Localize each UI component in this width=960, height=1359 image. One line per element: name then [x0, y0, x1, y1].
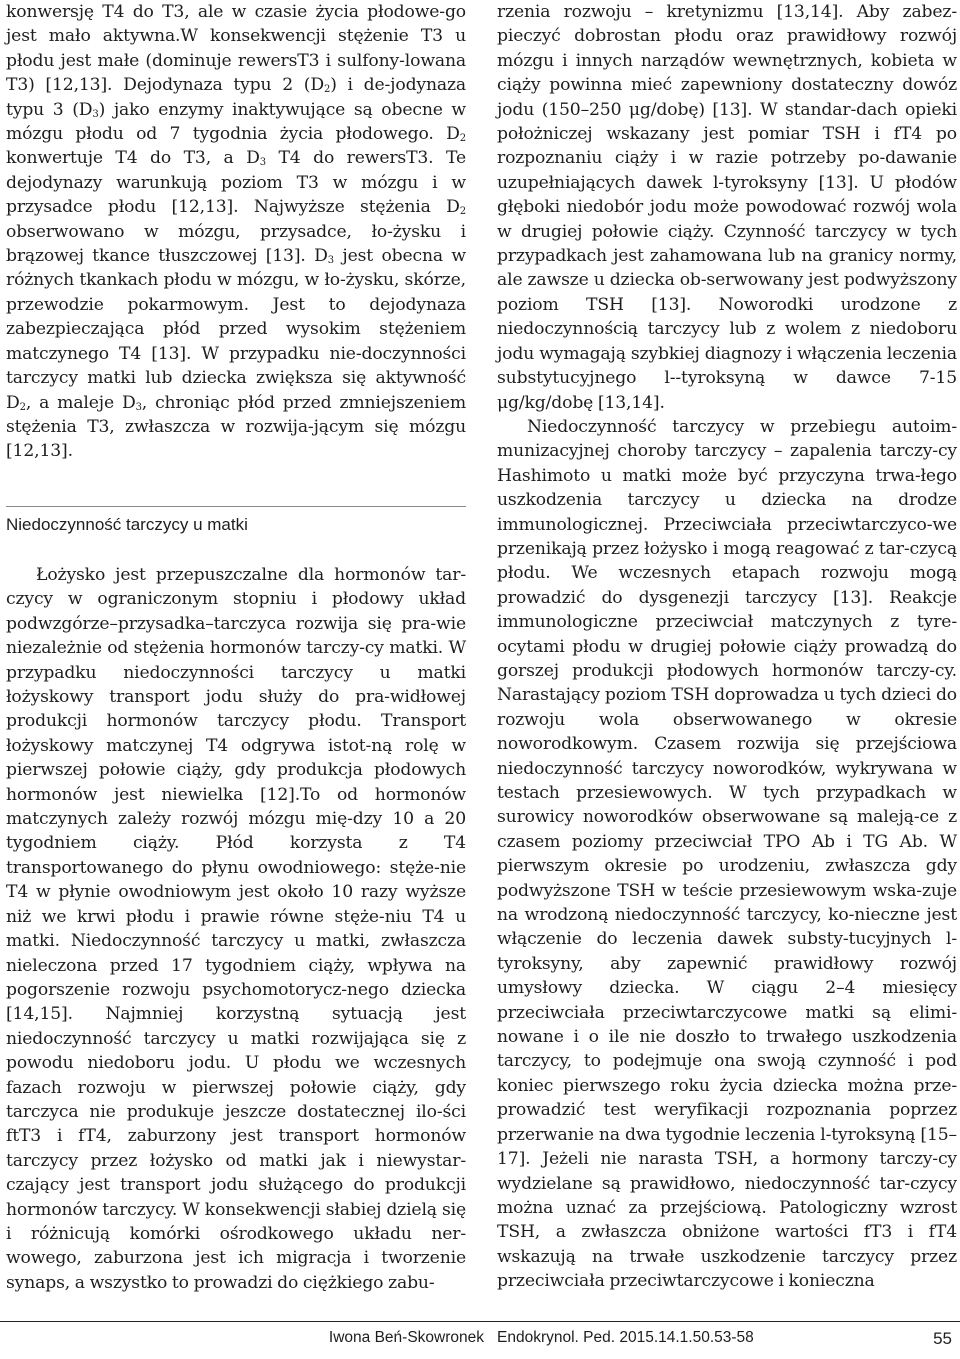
text-run: konwersję T4 do T3, ale w czasie życia płodowe-go jest mało aktywna.W konsekwencji stężenie T3 u płodu jest małe (dominuje rewersT3 i sulfony-lowana T3) [12,13]. Dejodynaza typu 2 (D [6, 2, 466, 96]
text-run: obserwowano w mózgu, przysadce, ło-żysku i brązowej tkance tłuszczowej [13]. D [6, 221, 466, 267]
subscript: 3 [259, 157, 266, 169]
section-divider [6, 506, 466, 507]
section-heading: Niedoczynność tarczycy u matki [6, 515, 248, 534]
page-number: 55 [933, 1329, 952, 1348]
text-run: , chroniąc płód przed zmniejszeniem stężenia T3, zwłaszcza w rozwija-jącym się mózgu [12,13]. [6, 392, 466, 462]
text-run: T4 do rewersT3. Te dejodynazy warunkują poziom T3 w mózgu i w przysadce płodu [12,13]. Najwyższe stężenia D [6, 148, 467, 218]
subscript: 2 [459, 133, 466, 145]
subscript: 2 [323, 84, 331, 96]
paragraph-maternal-hypothyroidism: Łożysko jest przepuszczalne dla hormonów tar-czycy w ograniczonym stopniu i płodowy układ podwzgórze–przysadka–tarczyca rozwija się pra-wie niezależnie od stężenia hormonów tarczy-cy matki. W przypadku niedoczynności tarczycy u matki łożyskowy transport jodu służy do pra-widłowej produkcji hormonów tarczycy płodu. Transport łożyskowy matczynej T4 odgrywa istot-ną rolę w pierwszej połowie ciąży, gdy produkcja płodowych hormonów jest niewielka [12].To od hormonów matczynych zależy rozwój mózgu mię-dzy 10 a 20 tygodniem ciąży. Płód korzysta z T4 transportowanego do płynu owodniowego: stęże-nie T4 w płynie owodniowym jest około 10 razy wyższe niż we krwi płodu i prawie równe stęże-niu T4 u matki. Niedoczynność tarczycy u matki, zwłaszcza nieleczona przed 17 tygodniem ciąży, wpływa na pogorszenie rozwoju psychomotorycz-nego dziecka [14,15]. Najmniej korzystną sytuacją jest niedoczynność tarczycy u matki rozwijająca się z powodu niedoboru jodu. U płodu we wczesnych fazach rozwoju w pierwszej połowie ciąży, gdy tarczyca nie produkuje jeszcze dostatecznej ilo-ści ftT3 i fT4, zaburzony jest transport hormonów tarczycy przez łożysko od matki jak i niewystar-czający jest transport jodu służącego do produkcji hormonów tarczycy. W konsekwencji słabiej dzielą się i różnicują komórki ośrodkowego układu ner-wowego, zaburzona jest ich migracja i tworzenie synaps, a wszystko to prowadzi do ciężkiego zabu- [6, 565, 466, 1293]
subscript: 3 [327, 255, 334, 267]
text-run: ) jako enzymy inaktywujące są obecne w mózgu płodu od 7 tygodnia życia płodowego. D [6, 99, 466, 145]
subscript: 2 [459, 206, 466, 218]
text-run: , a maleje D [25, 392, 136, 413]
text-run: ) i de-jodynaza typu 3 (D [6, 75, 466, 120]
footer-divider [0, 1321, 960, 1322]
paragraph-hashimoto: Niedoczynność tarczycy w przebiegu autoim-munizacyjnej choroby tarczycy – zapalenia tarczy-cy Hashimoto u matki może być przyczyna trwa-łego uszkodzenia tarczycy u dziecka na drodze immunologicznej. Przeciwciała przeciwtarczyco-we przenikają przez łożysko i mogą reagować z tar-czycą płodu. We wczesnych etapach rozwoju mogą prowadzić do dysgenezji tarczycy [13]. Reakcje immunologiczne przeciwciał matczynych z tyre-ocytami płodu w drugiej połowie ciąży prowadzą do gorszej produkcji płodowych hormonów tarczy-cy. Narastający poziom TSH doprowadza u tych dzieci do rozwoju wola obserwowanego w okresie noworodkowym. Czasem rozwija się przejściowa niedoczynność tarczycy noworodków, wykrywana w testach przesiewowych. W tych przypadkach w surowicy noworodków obserwowane są maleją-ce z czasem poziomy przeciwciał TPO Ab i TG Ab. W pierwszym okresie po urodzeniu, zwłaszcza gdy podwyższone TSH w teście przesiewowym wska-zuje na wrodzoną niedoczynność tarczycy, ko-nieczne jest włączenie do leczenia dawek substy-tucyjnych l-tyroksyny, aby zapewnić prawidłowy rozwój umysłowy dziecka. W ciągu 2–4 miesięcy przeciwciała przeciwtarczycowe matki są elimi-nowane i o ile nie doszło to trwałego uszkodzenia tarczycy, to podejmuje ona swoją czynność i pod koniec pierwszego roku życia dziecka można prze-prowadzić test weryfikacji rozpoznania poprzez przerwanie na dwa tygodnie leczenia l-tyroksyną [15–17]. Jeżeli nie narasta TSH, a hormony tarczy-cy wydzielane są prawidłowo, niedoczynność tar-czycy można uznać za przejściową. Patologiczny wzrost TSH, a zwłaszcza obniżone wartości fT3 i fT4 wskazują na trwałe uszkodzenie tarczycy przez przeciwciała przeciwtarczycowe i konieczna [497, 416, 957, 1292]
paragraph-iodine-supply: rzenia rozwoju – kretynizmu [13,14]. Aby zabez-pieczyć dobrostan płodu oraz prawidłowy rozwój mózgu i innych narządów wewnętrznych, kobieta w ciąży powinna mieć zapewniony dostateczny dowóz jodu (150–250 μg/dobę) [13]. W standar-dach opieki położniczej wskazany jest pomiar TSH i fT4 po rozpoznaniu ciąży i w razie potrzeby po-dawanie uzupełniających dawek l-tyroksyny [13]. U płodów głęboki niedobór jodu może powodować rozwój wola w drugiej połowie ciąży. Czynność tarczycy w tych przypadkach jest zahamowana lub na granicy normy, ale zawsze u dziecka ob-serwowany jest podwyższony poziom TSH [13]. Noworodki urodzone z niedoczynnością tarczycy lub z wolem z niedoboru jodu wymagają szybkiej diagnozy i włączenia leczenia substytucyjnego l--tyroksyną w dawce 7-15 μg/kg/dobę [13,14]. [497, 2, 957, 413]
footer-journal-citation: Endokrynol. Ped. 2015.14.1.50.53-58 [497, 1329, 754, 1346]
right-column [497, 0, 957, 1294]
left-column-lower [6, 563, 466, 1295]
text-run: konwertuje T4 do T3, a D [6, 148, 260, 169]
subscript: 3 [135, 401, 142, 413]
text-run: jest obecna w różnych tkankach płodu w mózgu, w ło-żysku, skórze, przewodzie pokarmowym. Jest to dejodynaza zabezpieczająca płód przed wysokim stężeniem matczynego T4 [13]. W przypadku nie-doczynności tarczycy matki lub dziecka zwiększa się aktywność D [6, 246, 466, 413]
left-column [6, 0, 466, 464]
subscript: 3 [92, 108, 99, 120]
paragraph-deiodinase [6, 0, 466, 464]
subscript: 2 [19, 401, 26, 413]
footer-author: Iwona Beń-Skowronek [328, 1329, 484, 1346]
